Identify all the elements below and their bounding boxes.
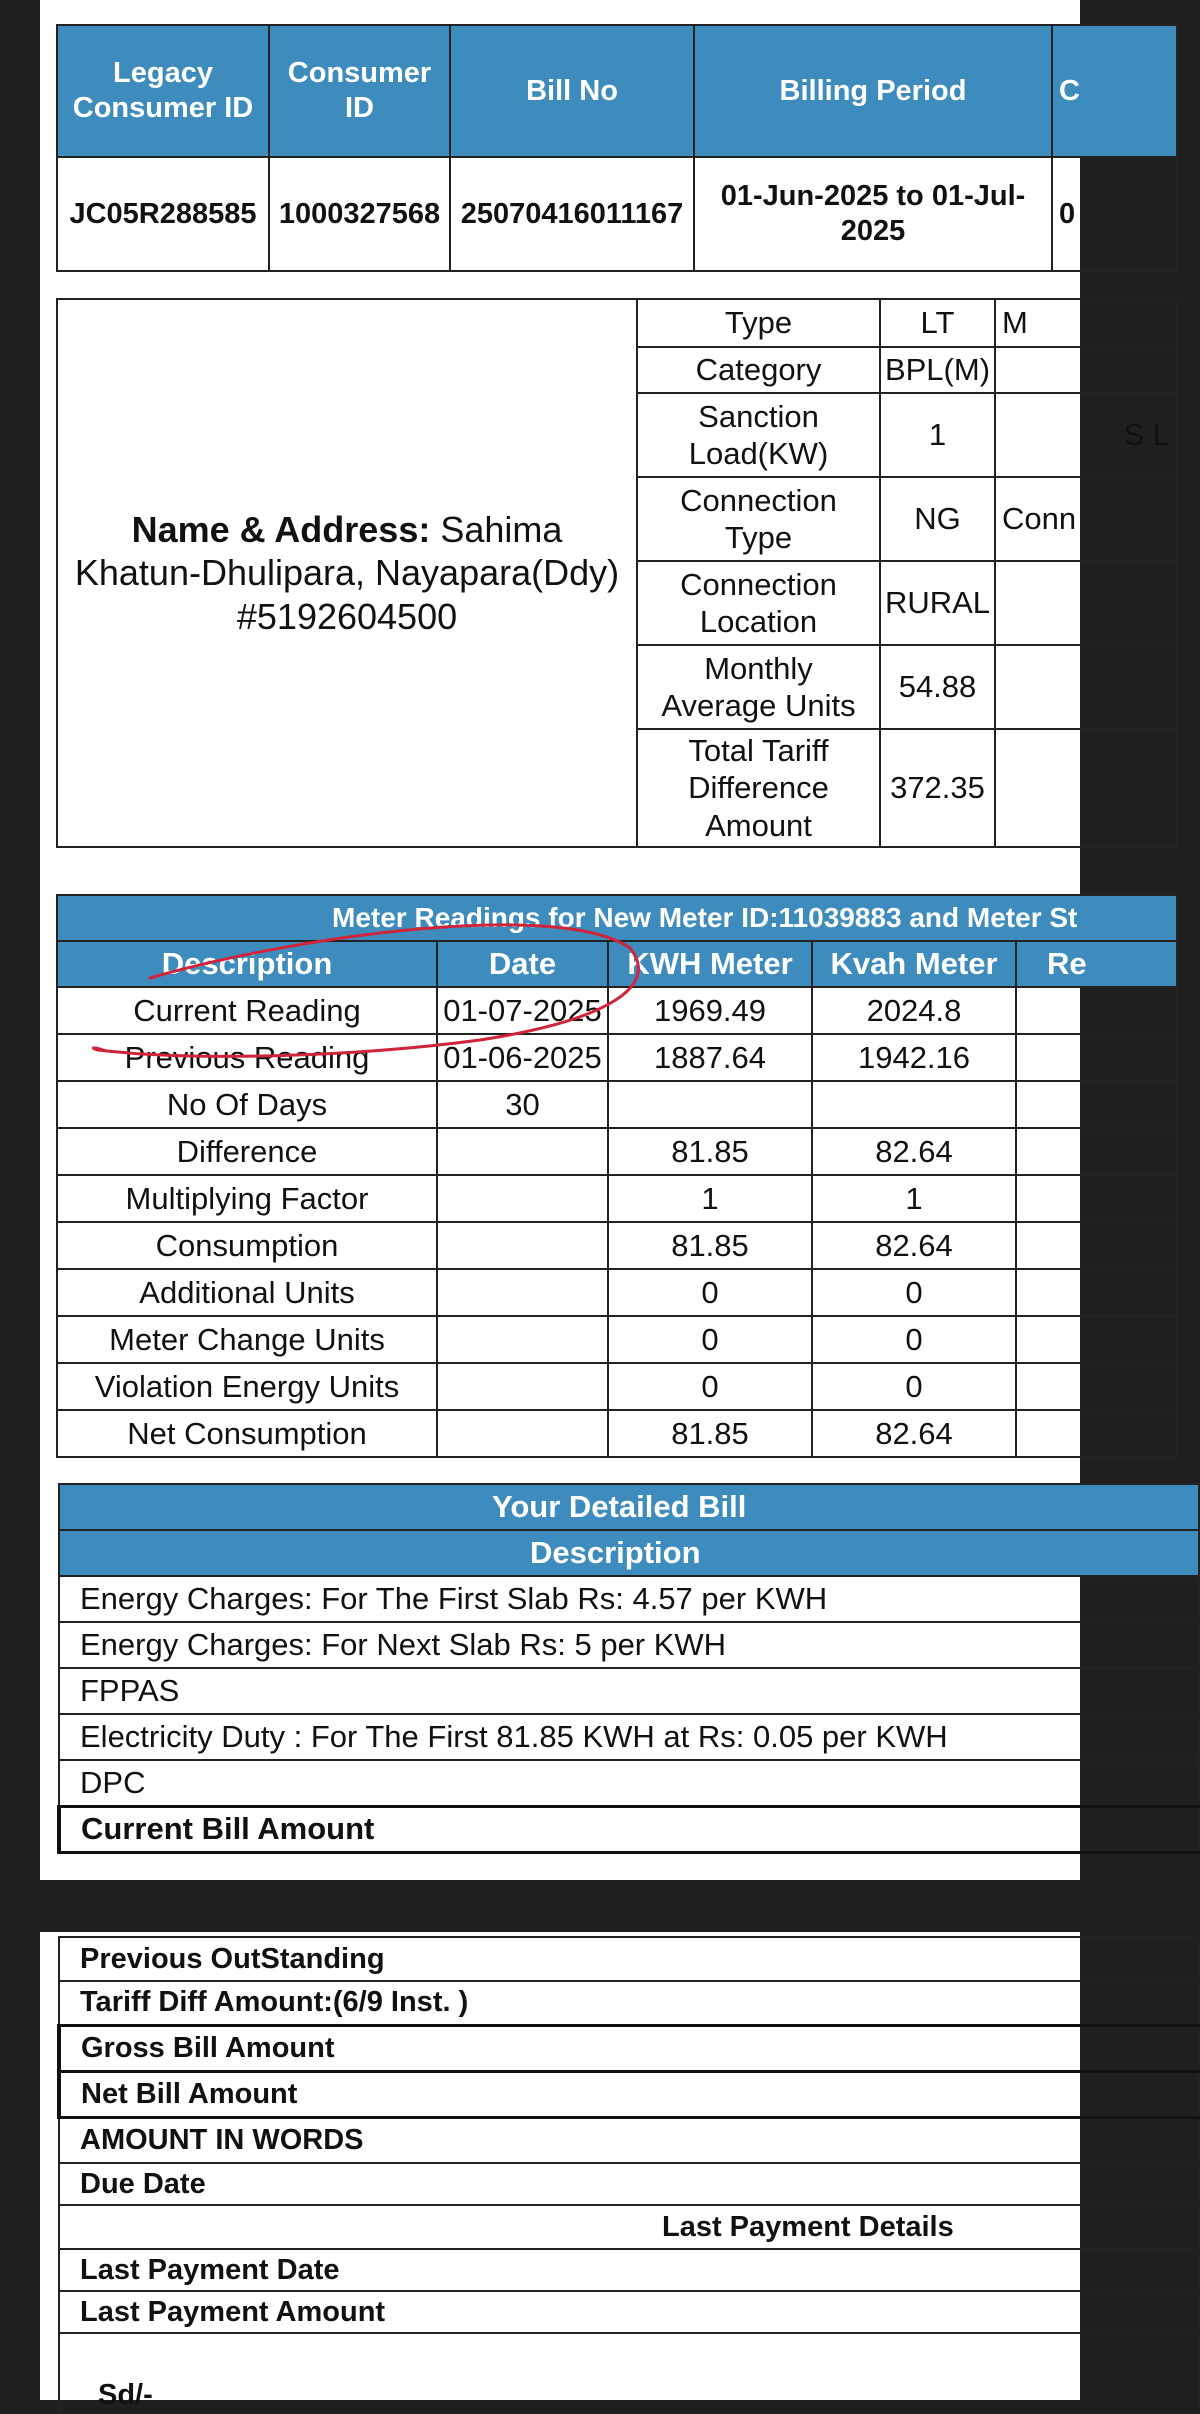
bill-page-2 xyxy=(40,1932,1080,2411)
info-label: Monthly Average Units xyxy=(637,645,880,729)
meter-cell: 30 xyxy=(437,1081,608,1128)
cut-value: 0 xyxy=(1052,157,1177,271)
due-date-label: Due Date xyxy=(59,2163,1199,2205)
info-extra xyxy=(995,347,1177,393)
meter-cell: 0 xyxy=(812,1363,1016,1410)
legacy-id-value: JC05R288585 xyxy=(57,157,269,271)
meter-cell xyxy=(437,1316,608,1363)
meter-cell: Violation Energy Units xyxy=(57,1363,437,1410)
meter-cell: Previous Reading xyxy=(57,1034,437,1081)
meter-cell: 0 xyxy=(608,1316,812,1363)
meter-cell xyxy=(1016,1034,1177,1081)
info-value: 1 xyxy=(880,393,995,477)
meter-row xyxy=(57,1081,1177,1128)
info-extra xyxy=(995,561,1177,645)
detailed-bill-subheader: Description xyxy=(59,1530,1199,1576)
info-value: NG xyxy=(880,477,995,561)
info-extra: Conn xyxy=(995,477,1177,561)
meter-cell: Difference xyxy=(57,1128,437,1175)
meter-row xyxy=(57,1034,1177,1081)
info-label: Type xyxy=(637,299,880,347)
name-address-cell xyxy=(57,299,637,847)
meter-cell xyxy=(1016,1269,1177,1316)
consumer-id-table xyxy=(56,24,1178,272)
gross-bill-amount-label: Gross Bill Amount xyxy=(59,2025,1199,2071)
bill-line-item: DPC xyxy=(59,1760,1199,1806)
meter-cell: 1942.16 xyxy=(812,1034,1016,1081)
meter-cell xyxy=(1016,1175,1177,1222)
info-value: 372.35 xyxy=(880,729,995,847)
bill-summary-table xyxy=(57,1936,1200,2414)
meter-cell: Meter Change Units xyxy=(57,1316,437,1363)
meter-cell: Multiplying Factor xyxy=(57,1175,437,1222)
current-bill-amount-label: Current Bill Amount xyxy=(59,1806,1199,1852)
info-extra xyxy=(995,645,1177,729)
meter-cell: 1 xyxy=(608,1175,812,1222)
tariff-diff-label: Tariff Diff Amount:(6/9 Inst. ) xyxy=(59,1981,1199,2025)
meter-cell: 82.64 xyxy=(812,1222,1016,1269)
meter-header-cut: Re xyxy=(1016,941,1177,987)
meter-cell: 0 xyxy=(608,1269,812,1316)
info-label: Category xyxy=(637,347,880,393)
last-payment-amount-label: Last Payment Amount xyxy=(59,2291,1199,2333)
detailed-bill-title: Your Detailed Bill xyxy=(59,1484,1199,1530)
previous-outstanding-label: Previous OutStanding xyxy=(59,1937,1199,1981)
meter-cell: 0 xyxy=(608,1363,812,1410)
info-value: RURAL xyxy=(880,561,995,645)
meter-readings-title: Meter Readings for New Meter ID:11039883 and Meter St xyxy=(57,895,1177,941)
meter-cell xyxy=(1016,1363,1177,1410)
meter-header-kwh: KWH Meter xyxy=(608,941,812,987)
meter-cell xyxy=(437,1269,608,1316)
meter-cell xyxy=(1016,1081,1177,1128)
bill-line-item: FPPAS xyxy=(59,1668,1199,1714)
header-consumer-id: Consumer ID xyxy=(269,25,450,157)
info-value: LT xyxy=(880,299,995,347)
info-label: Sanction Load(KW) xyxy=(637,393,880,477)
header-billing-period: Billing Period xyxy=(694,25,1052,157)
meter-cell: 01-06-2025 xyxy=(437,1034,608,1081)
info-value: BPL(M) xyxy=(880,347,995,393)
signature-label: Sd/- xyxy=(59,2333,1199,2413)
info-value: 54.88 xyxy=(880,645,995,729)
meter-cell: 1887.64 xyxy=(608,1034,812,1081)
info-extra xyxy=(995,729,1177,847)
meter-header-date: Date xyxy=(437,941,608,987)
info-label: Total Tariff Difference Amount xyxy=(637,729,880,847)
meter-cell xyxy=(437,1363,608,1410)
meter-cell: 0 xyxy=(812,1269,1016,1316)
bill-line-item: Energy Charges: For Next Slab Rs: 5 per KWH xyxy=(59,1622,1199,1668)
meter-cell: 81.85 xyxy=(608,1222,812,1269)
meter-cell xyxy=(437,1175,608,1222)
last-payment-details-header: Last Payment Details xyxy=(59,2205,1199,2249)
meter-cell: 1969.49 xyxy=(608,987,812,1034)
bill-line-item: Energy Charges: For The First Slab Rs: 4.57 per KWH xyxy=(59,1576,1199,1622)
meter-cell xyxy=(437,1222,608,1269)
meter-cell: 2024.8 xyxy=(812,987,1016,1034)
header-cut: C xyxy=(1052,25,1177,157)
meter-row xyxy=(57,1175,1177,1222)
info-label: Connection Location xyxy=(637,561,880,645)
last-payment-date-label: Last Payment Date xyxy=(59,2249,1199,2291)
amount-in-words-label: AMOUNT IN WORDS xyxy=(59,2117,1199,2163)
meter-cell: 01-07-2025 xyxy=(437,987,608,1034)
header-legacy-id: Legacy Consumer ID xyxy=(57,25,269,157)
info-extra: M xyxy=(995,299,1177,347)
bill-no-value: 25070416011167 xyxy=(450,157,694,271)
meter-cell xyxy=(437,1410,608,1457)
bill-page-1 xyxy=(40,0,1170,1880)
meter-cell: 81.85 xyxy=(608,1128,812,1175)
meter-cell: Current Reading xyxy=(57,987,437,1034)
meter-row xyxy=(57,1269,1177,1316)
meter-cell xyxy=(1016,987,1177,1034)
consumer-id-value: 1000327568 xyxy=(269,157,450,271)
meter-readings-table xyxy=(56,894,1178,1458)
consumer-info-table xyxy=(56,298,1178,848)
meter-cell: No Of Days xyxy=(57,1081,437,1128)
meter-row xyxy=(57,1363,1177,1410)
info-label: Connection Type xyxy=(637,477,880,561)
meter-row xyxy=(57,1316,1177,1363)
meter-cell xyxy=(437,1128,608,1175)
meter-cell xyxy=(812,1081,1016,1128)
meter-row xyxy=(57,987,1177,1034)
name-address-value: Sahima Khatun-Dhulipara, Nayapara(Ddy) #5192604500 xyxy=(74,509,620,637)
billing-period-value: 01-Jun-2025 to 01-Jul-2025 xyxy=(694,157,1052,271)
meter-row xyxy=(57,1222,1177,1269)
name-address-label: Name & Address: xyxy=(131,509,431,551)
info-extra: S L xyxy=(995,393,1177,477)
net-bill-amount-label: Net Bill Amount xyxy=(59,2071,1199,2117)
detailed-bill-table xyxy=(57,1483,1200,1854)
meter-cell: Consumption xyxy=(57,1222,437,1269)
meter-header-description: Description xyxy=(57,941,437,987)
meter-row xyxy=(57,1128,1177,1175)
meter-cell xyxy=(1016,1128,1177,1175)
meter-cell: 0 xyxy=(812,1316,1016,1363)
meter-cell: Net Consumption xyxy=(57,1410,437,1457)
meter-cell xyxy=(608,1081,812,1128)
meter-cell: 82.64 xyxy=(812,1410,1016,1457)
meter-cell: Additional Units xyxy=(57,1269,437,1316)
meter-cell xyxy=(1016,1222,1177,1269)
meter-cell: 81.85 xyxy=(608,1410,812,1457)
meter-cell xyxy=(1016,1410,1177,1457)
header-bill-no: Bill No xyxy=(450,25,694,157)
meter-cell: 82.64 xyxy=(812,1128,1016,1175)
meter-header-kvah: Kvah Meter xyxy=(812,941,1016,987)
bill-line-item: Electricity Duty : For The First 81.85 KWH at Rs: 0.05 per KWH xyxy=(59,1714,1199,1760)
meter-cell: 1 xyxy=(812,1175,1016,1222)
meter-row xyxy=(57,1410,1177,1457)
meter-cell xyxy=(1016,1316,1177,1363)
